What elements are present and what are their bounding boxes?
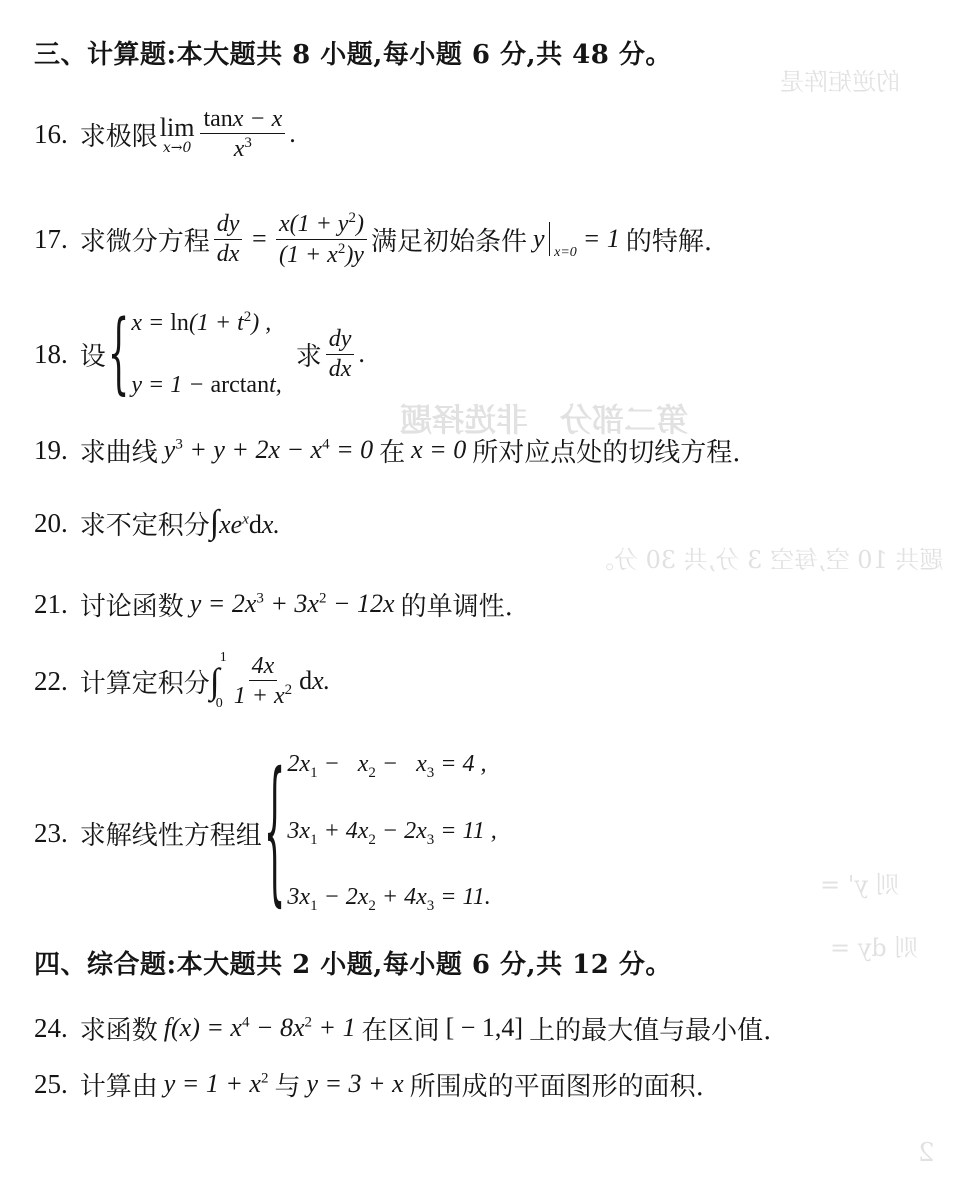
bleed-through-fill-in: 题共 10 空,每空 3 分,共 30 分。 — [590, 546, 944, 574]
formula: y — [532, 224, 545, 253]
formula: y = 3 + x — [306, 1069, 404, 1098]
problem-tail: 所围成的平面图形的面积. — [409, 1071, 704, 1102]
problem-tail: 的特解. — [625, 226, 713, 257]
problem-19 — [34, 430, 741, 470]
formula: $y = 1 + x^2$ — [163, 1069, 269, 1098]
formula: $f(x) = x^4 - 8x^2 + 1$ — [163, 1013, 356, 1042]
problem-tail: 的单调性. — [400, 591, 513, 622]
problem-22 — [34, 646, 330, 716]
problem-text: 求函数 — [79, 1015, 158, 1046]
problem-number: 18. — [34, 338, 68, 369]
bleed-through-page-number: 2 — [918, 1138, 935, 1168]
problem-number: 17. — [34, 223, 68, 254]
problem-text: 求极限 — [79, 121, 158, 152]
problem-number: 22. — [34, 665, 68, 696]
formula: $\int xe^xdx$. — [209, 504, 280, 541]
problem-mid: 在区间 — [361, 1015, 440, 1046]
problem-number: 21. — [34, 588, 68, 619]
problem-tail: 上的最大值与最小值. — [529, 1015, 772, 1046]
problem-18: 18. 设 { $x = \ln(1 + t^2)$ , y = 1 − arctant, 求 $\frac{dy}{dx}$ . — [34, 302, 365, 406]
problem-17: 17. 求微分方程 $\frac{dy}{dx}$ = $\frac{x(1 + y^2)}{(1 + x^2)y}$ 满足初始条件 y x=0 = 1 的特解. — [34, 210, 713, 268]
section-3-heading: 三、计算题:本大题共 8 小题,每小题 6 分,共 48 分。 — [34, 40, 672, 70]
problem-number: 20. — [34, 507, 68, 538]
condition-text: 满足初始条件 — [370, 226, 527, 257]
limit-operator: lim x→0 — [159, 113, 195, 156]
section-4-heading: 四、综合题:本大题共 2 小题,每小题 6 分,共 12 分。 — [34, 950, 672, 980]
bleed-through-top-right: 的逆矩阵是 — [780, 68, 900, 96]
problem-25 — [34, 1064, 704, 1104]
ask-text: 求 — [295, 341, 322, 372]
problem-number: 16. — [34, 118, 68, 149]
problem-tail: 所对应点处的切线方程. — [472, 437, 741, 468]
formula: $\frac{dy}{dx}$ — [326, 326, 355, 382]
problem-text: 求微分方程 — [79, 226, 210, 257]
formula: $\frac{x(1 + y^2)}{(1 + x^2)y}$ — [276, 210, 367, 268]
formula: 1 ∫ 0 $\frac{4x}{1 + x^2}$ d x. — [209, 649, 331, 712]
formula: [ − 1,4] — [445, 1013, 524, 1042]
problem-number: 24. — [34, 1012, 68, 1043]
bleed-through-then-y: 则 y' = — [820, 871, 900, 899]
problem-text: 求不定积分 — [79, 510, 210, 541]
problem-text: 计算由 — [79, 1071, 158, 1102]
bleed-through-heading: 第二部分 非选择题 — [400, 401, 689, 439]
formula: $y = 2x^3 + 3x^2 - 12x$ — [189, 589, 395, 618]
problem-text: 设 — [79, 341, 106, 372]
formula: $2x_1 - x_2 - x_3 = 4$ , $3x_1 + 4x_2 - 2x_3 = 11$ , $3x_1 - 2x_2 + 4x_3 = 11$. — [287, 751, 497, 914]
problem-number: 25. — [34, 1068, 68, 1099]
problem-16: 16. 求极限 lim x→0 $\frac{\tan x - x}{x^3}$ . — [34, 105, 296, 162]
formula: $\frac{\tan x - x}{x^3}$ — [200, 106, 285, 163]
problem-21 — [34, 584, 513, 624]
problem-23: 23. 求解线性方程组 { $2x_1 - x_2 - x_3 = 4$ , $3x_1 + 4x_2 - 2x_3 = 11$ , $3x_1 - 2x_2 + 4x_3 = 11$. — [34, 741, 497, 925]
formula: $\frac{dy}{dx}$ — [214, 211, 243, 267]
problem-text: 求曲线 — [79, 437, 158, 468]
problem-text: 讨论函数 — [79, 591, 184, 622]
problem-number: 23. — [34, 817, 68, 848]
formula: $y^3 + y + 2x - x^4 = 0$ — [163, 435, 374, 464]
problem-mid: 在 — [379, 437, 406, 468]
bleed-through-then-dy: 则 dy = — [830, 934, 919, 962]
formula: $x = \ln(1 + t^2)$ , y = 1 − arctant, — [131, 309, 282, 398]
problem-mid: 与 — [274, 1071, 301, 1102]
problem-text: 计算定积分 — [79, 668, 210, 699]
problem-20 — [34, 500, 280, 546]
formula: x = 0 — [411, 435, 467, 464]
problem-text: 求解线性方程组 — [79, 820, 262, 851]
problem-24 — [34, 1008, 771, 1048]
problem-number: 19. — [34, 434, 68, 465]
